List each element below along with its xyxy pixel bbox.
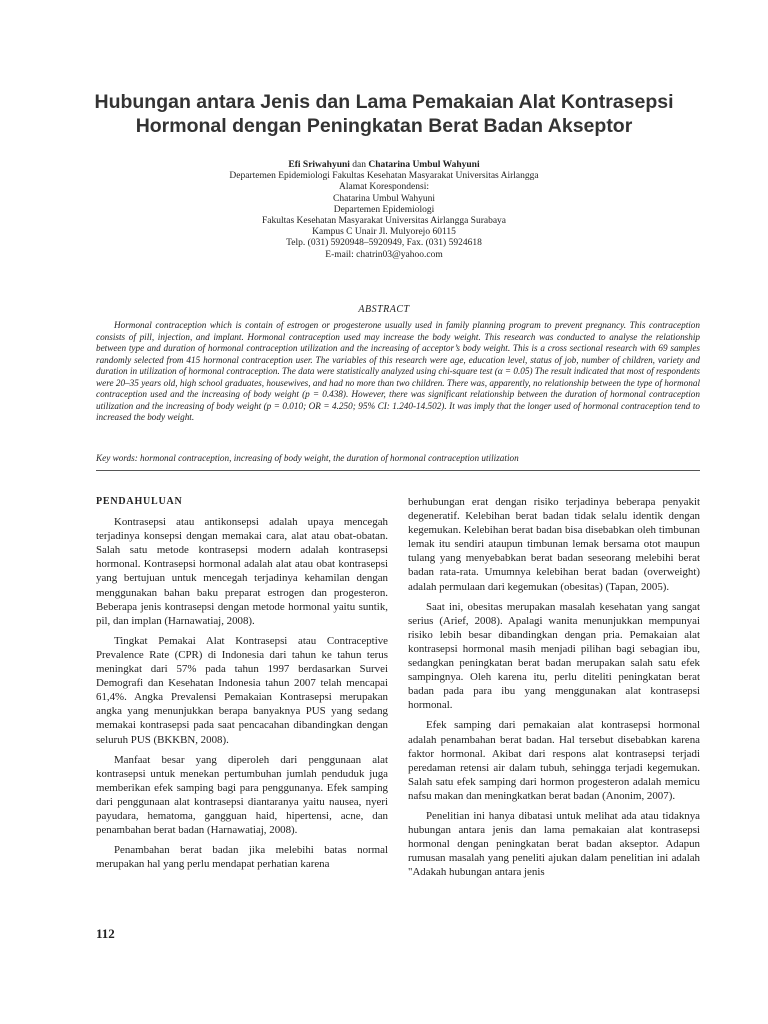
paragraph: berhubungan erat dengan risiko terjadinya beberapa penyakit degeneratif. Kelebihan berat badan tidak selalu identik dengan kegemukan. Kelebihan berat badan bisa disebabkan oleh timbunan lemak itu sendiri ataupun timbunan lemak bersama otot maupun tulang yang menyebabkan berat badan seseorang melebihi berat badan rata-rata. Umumnya kelebihan berat badan (overweight) adalah permulaan dari kegemukan (obesitas) (Tapan, 2005). (408, 496, 700, 593)
correspondence-address: Kampus C Unair Jl. Mulyorejo 60115 (312, 227, 456, 238)
paragraph: Penelitian ini hanya dibatasi untuk melihat ada atau tidaknya hubungan antara jenis dan lama pemakaian alat kontrasepsi hormonal dengan peningkatan berat badan akseptor. Adapun rumusan masalah yang peneliti ajukan dalam penelitian ini adalah "Adakah hubungan antara jenis (408, 809, 700, 879)
correspondence-label: Alamat Korespondensi: (339, 182, 429, 193)
paragraph: Kontrasepsi atau antikonsepsi adalah upaya mencegah terjadinya konsepsi dengan memakai cara, alat atau obat-obatan. Salah satu metode kontrasepsi modern adalah kontrasepsi hormonal. Kontrasepsi hormonal adalah alat atau obat kontrasepsi yang bertujuan untuk mencegah terjadinya kehamilan dengan menggunakan bahan baku preparat estrogen dan progesteron. Beberapa jenis kontrasepsi dengan metode hormonal yaitu suntik, pil, dan implan (Harnawatiaj, 2008). (96, 516, 388, 627)
section-heading: PENDAHULUAN (96, 496, 183, 507)
affiliation-line: Departemen Epidemiologi Fakultas Kesehatan Masyarakat Universitas Airlangga (229, 171, 539, 182)
section-divider (96, 470, 700, 471)
author-conjunction: dan (349, 160, 369, 170)
correspondence-faculty: Fakultas Kesehatan Masyarakat Universitas Airlangga Surabaya (261, 216, 507, 227)
abstract-heading: ABSTRACT (358, 304, 410, 315)
right-column (408, 495, 700, 885)
abstract-text: Hormonal contraception which is contain of estrogen or progesterone usually used in family planning program to prevent pregnancy. This contraception consists of pill, injection, and implant. Hormonal contraception used may increase the body weight. This research was conducted to analyse the relationship between type and duration of hormonal contraception utilization and the increasing of acceptor’s body weight. This is a cross sectional research with 69 samples randomly selected from 415 hormonal contraception user. The variables of this research were age, education level, status of job, number of children, variety and duration in utilization of hormonal contraception. The data were statistically analyzed using chi-square test (α = 0.05) The result indicated that most of respondents were 20–35 years old, high school graduates, housewives, and had no more than two children. There was, apparently, no relationship between the type of hormonal contraception used and the increasing of body weight (p = 0.438). However, there was significant relationship between the duration of hormonal contraception utilization and the increasing of body weight (p = 0.010; OR = 4.250; 95% CI: 1.240-14.502). It was imply that the longer used of hormonal contraception tend to increased the body weight. (96, 320, 700, 422)
correspondence-email: E-mail: chatrin03@yahoo.com (325, 249, 443, 260)
author-block (150, 160, 618, 261)
keywords: Key words: hormonal contraception, increasing of body weight, the duration of hormonal contraception utilization (96, 453, 519, 463)
page-number: 112 (96, 926, 115, 941)
author-names (150, 160, 618, 171)
left-column (96, 495, 388, 877)
correspondence-name: Chatarina Umbul Wahyuni (333, 193, 435, 204)
author-name-2: Chatarina Umbul Wahyuni (368, 160, 480, 170)
paragraph: Penambahan berat badan jika melebihi batas normal merupakan hal yang perlu mendapat perhatian karena (96, 844, 388, 871)
paragraph: Efek samping dari pemakaian alat kontrasepsi hormonal adalah penambahan berat badan. Hal tersebut disebabkan karena faktor hormonal. Akibat dari respons alat kontrasepsi terjadi peredaman retensi air dalam tubuh, sehingga terjadi kegemukan. Salah satu efek samping dari hormon progesteron adalah memicu nafsu makan dan meningkatkan berat badan (Anonim, 2007). (408, 719, 700, 802)
correspondence-phone: Telp. (031) 5920948–5920949, Fax. (031) 5924618 (286, 238, 482, 249)
author-name-1: Efi Sriwahyuni (288, 160, 350, 170)
paragraph: Saat ini, obesitas merupakan masalah kesehatan yang sangat serius (Arief, 2008). Apalagi wanita menunjukkan mempunyai risiko lebih besar dibandingkan dengan pria. Pemakaian alat kontrasepsi hormonal masih menjadi pilihan bagi sebagian ibu, sedangkan peningkatan berat badan merupakan salah satu efek sampingnya. Oleh karena itu, perlu diteliti peningkatan berat badan pada para ibu yang menggunakan alat kontrasepsi hormonal. (408, 600, 700, 712)
article-title: Hubungan antara Jenis dan Lama Pemakaian Alat Kontrasepsi Hormonal dengan Peningkatan Berat Badan Akseptor (94, 91, 674, 137)
paragraph: Manfaat besar yang diperoleh dari penggunaan alat kontrasepsi untuk menekan pertumbuhan jumlah penduduk juga memberikan efek samping bagi para penggunanya. Efek samping dari penggunaan alat kontrasepsi diantaranya yaitu nausea, nyeri payudara, hematoma, gangguan haid, hipertensi, acne, dan penambahan berat badan (Harnawatiaj, 2008). (96, 753, 388, 837)
correspondence-dept: Departemen Epidemiologi (333, 204, 435, 215)
paragraph: Tingkat Pemakai Alat Kontrasepsi atau Contraceptive Prevalence Rate (CPR) di Indonesia dari tahun ke tahun terus meningkat dari 57% pada tahun 1997 berdasarkan Survei Demografi dan Kesehatan Indonesia tahun 2007 telah mencapai 61,4%. Angka Prevalensi Pemakaian Kontrasepsi merupakan angka yang menunjukkan berapa banyaknya PUS yang sedang memakai kontrasepsi pada saat pencacahan dibandingkan dengan seluruh PUS (BKKBN, 2008). (96, 634, 388, 746)
